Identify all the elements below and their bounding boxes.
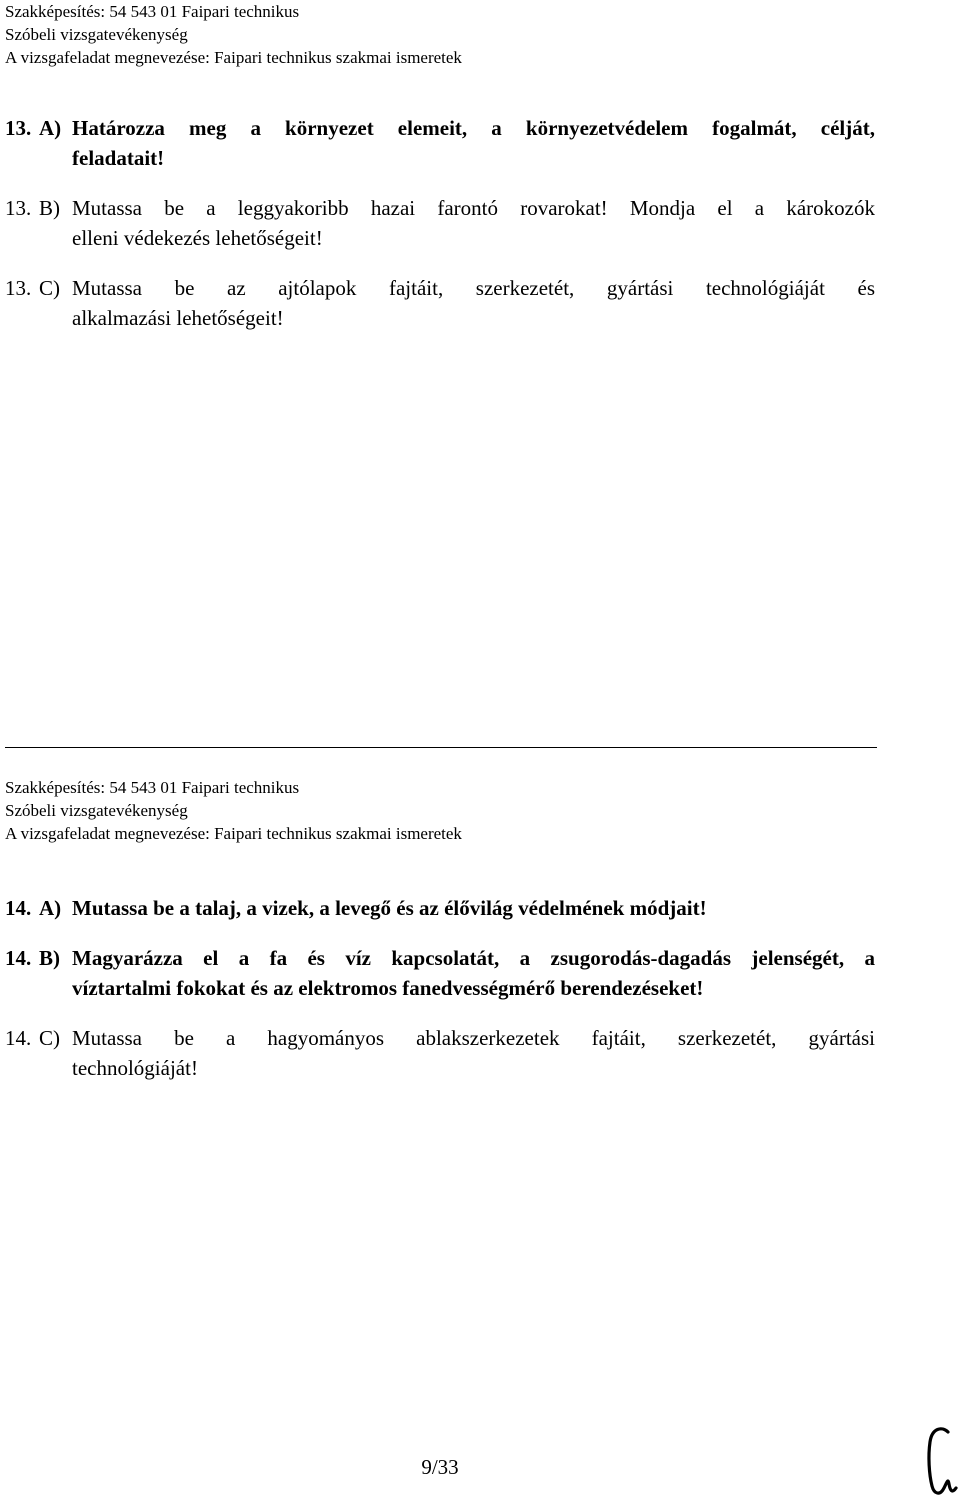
question-text-line2: technológiáját!: [72, 1056, 198, 1080]
question-text-line1: Mutassa be a talaj, a vizek, a levegő és az élővilág védelmének módjait!: [72, 896, 707, 920]
header-task-name: A vizsgafeladat megnevezése: Faipari technikus szakmai ismeretek: [5, 824, 462, 843]
page-header-top: [5, 0, 462, 69]
question-number: 13.: [5, 196, 32, 220]
question-number: 13.: [5, 116, 32, 140]
header-task-name: A vizsgafeladat megnevezése: Faipari technikus szakmai ismeretek: [5, 48, 462, 67]
question-text-line1: Mutassa be a leggyakoribb hazai farontó rovarokat! Mondja el a károkozók: [72, 196, 875, 220]
question-14c: [5, 1023, 875, 1083]
question-letter: A): [39, 896, 62, 920]
question-number: 14.: [5, 896, 32, 920]
question-text-line2: elleni védekezés lehetőségeit!: [72, 226, 323, 250]
question-letter: A): [39, 116, 62, 140]
question-text-line1: Mutassa be az ajtólapok fajtáit, szerkezetét, gyártási technológiáját és: [72, 276, 875, 300]
page-header-bottom: [5, 776, 462, 845]
question-number: 14.: [5, 946, 32, 970]
question-letter: C): [39, 276, 60, 300]
question-text-line2: feladatait!: [72, 146, 165, 170]
question-text-line1: Mutassa be a hagyományos ablakszerkezetek fajtáit, szerkezetét, gyártási: [72, 1026, 875, 1050]
question-text-line2: víztartalmi fokokat és az elektromos fanedvességmérő berendezéseket!: [72, 976, 704, 1000]
page-number: 9/33: [421, 1455, 459, 1479]
question-13a: [5, 113, 875, 173]
header-qualification: Szakképesítés: 54 543 01 Faipari technikus: [5, 778, 300, 797]
question-number: 14.: [5, 1026, 32, 1050]
question-number: 13.: [5, 276, 32, 300]
question-14b: [5, 943, 875, 1003]
question-13c: [5, 273, 875, 333]
header-qualification: Szakképesítés: 54 543 01 Faipari technikus: [5, 2, 300, 21]
question-text-line1: Határozza meg a környezet elemeit, a környezetvédelem fogalmát, célját,: [72, 116, 875, 140]
header-exam-activity: Szóbeli vizsgatevékenység: [5, 801, 188, 820]
question-letter: B): [39, 196, 60, 220]
question-14a: [5, 893, 875, 923]
question-letter: B): [39, 946, 60, 970]
question-text-line2: alkalmazási lehetőségeit!: [72, 306, 284, 330]
header-exam-activity: Szóbeli vizsgatevékenység: [5, 25, 188, 44]
handwritten-signature: [918, 1422, 960, 1502]
page-divider: [5, 747, 877, 748]
question-letter: C): [39, 1026, 60, 1050]
question-text-line1: Magyarázza el a fa és víz kapcsolatát, a zsugorodás-dagadás jelenségét, a: [72, 946, 875, 970]
question-13b: [5, 193, 875, 253]
